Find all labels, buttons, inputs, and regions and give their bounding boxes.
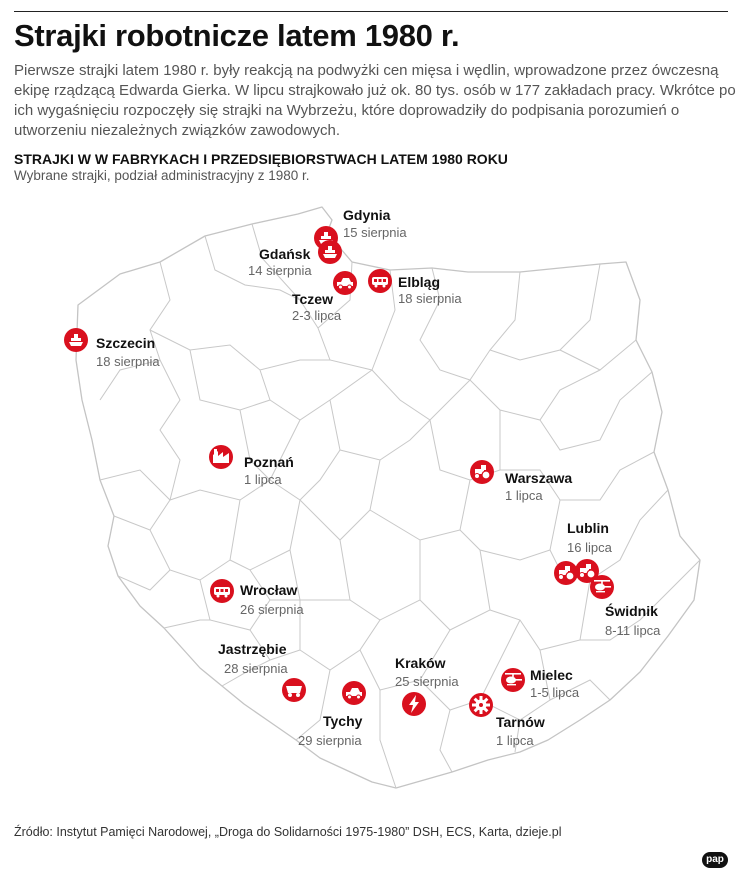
date-label-tczew: 2-3 lipca <box>292 308 342 323</box>
city-label-poznan: Poznań <box>244 454 294 470</box>
gear-icon <box>472 696 490 714</box>
marker-jastrzebie <box>282 678 306 702</box>
city-label-szczecin: Szczecin <box>96 335 156 351</box>
pap-logo-text: pap <box>706 854 724 865</box>
date-label-gdynia: 15 sierpnia <box>343 225 407 240</box>
city-label-jastrzebie: Jastrzębie <box>218 641 287 657</box>
marker-szczecin <box>64 328 88 352</box>
city-label-warszawa: Warszawa <box>505 470 573 486</box>
date-label-gdansk: 14 sierpnia <box>248 263 312 278</box>
marker-mielec <box>501 668 525 692</box>
city-label-mielec: Mielec <box>530 667 573 683</box>
source-note: Źródło: Instytut Pamięci Narodowej, „Droga do Solidarności 1975-1980” DSH, ECS, Karta, dzieje.pl <box>14 825 562 839</box>
city-label-wroclaw: Wrocław <box>240 582 298 598</box>
poland-outline <box>76 207 700 788</box>
marker-gdansk <box>318 240 342 264</box>
city-label-elblag: Elbląg <box>398 274 441 290</box>
marker-krakow <box>402 692 426 716</box>
city-label-tarnow: Tarnów <box>496 714 545 730</box>
page-title: Strajki robotnicze latem 1980 r. <box>14 18 460 53</box>
marker-tczew <box>333 271 357 295</box>
marker-poznan <box>209 445 233 469</box>
date-label-tychy: 29 sierpnia <box>298 733 362 748</box>
city-label-swidnik: Świdnik <box>605 603 658 619</box>
date-label-jastrzebie: 28 sierpnia <box>224 661 288 676</box>
intro-text: Pierwsze strajki latem 1980 r. były reakcją na podwyżki cen mięsa i wędlin, wprowadzone przez ówczesną ekipę rządzącą Edwarda Gierka. W lipcu strajkowało już ok. 80 tys. osób w 177 zakładach pracy. Wkrótce po ich wygaśnięciu rozpoczęły się strajki na Wybrzeżu, które doprowadziły do podpisania porozumień o utworzeniu niezależnych związków zawodowych. <box>14 62 736 139</box>
date-label-tarnow: 1 lipca <box>496 733 534 748</box>
map-note: Wybrane strajki, podział administracyjny z 1980 r. <box>14 168 310 183</box>
date-label-krakow: 25 sierpnia <box>395 674 459 689</box>
marker-tychy <box>342 681 366 705</box>
city-label-tczew: Tczew <box>292 291 333 307</box>
date-label-wroclaw: 26 sierpnia <box>240 602 304 617</box>
city-label-gdynia: Gdynia <box>343 207 391 223</box>
date-label-elblag: 18 sierpnia <box>398 291 462 306</box>
marker-elblag <box>368 269 392 293</box>
map-subtitle: STRAJKI W W FABRYKACH I PRZEDSIĘBIORSTWACH LATEM 1980 ROKU <box>14 151 508 167</box>
marker-tarnow <box>469 693 493 717</box>
date-label-mielec: 1-5 lipca <box>530 685 580 700</box>
marker-swidnik <box>590 575 614 599</box>
marker-lublin <box>554 561 578 585</box>
date-label-warszawa: 1 lipca <box>505 488 543 503</box>
pap-logo <box>702 852 728 868</box>
city-label-krakow: Kraków <box>395 655 446 671</box>
city-label-lublin: Lublin <box>567 520 609 536</box>
marker-warszawa <box>470 460 494 484</box>
date-label-szczecin: 18 sierpnia <box>96 354 160 369</box>
city-label-tychy: Tychy <box>323 713 363 729</box>
city-label-gdansk: Gdańsk <box>259 246 311 262</box>
date-label-poznan: 1 lipca <box>244 472 282 487</box>
date-label-swidnik: 8-11 lipca <box>605 623 661 638</box>
marker-wroclaw <box>210 579 234 603</box>
date-label-lublin: 16 lipca <box>567 540 612 555</box>
